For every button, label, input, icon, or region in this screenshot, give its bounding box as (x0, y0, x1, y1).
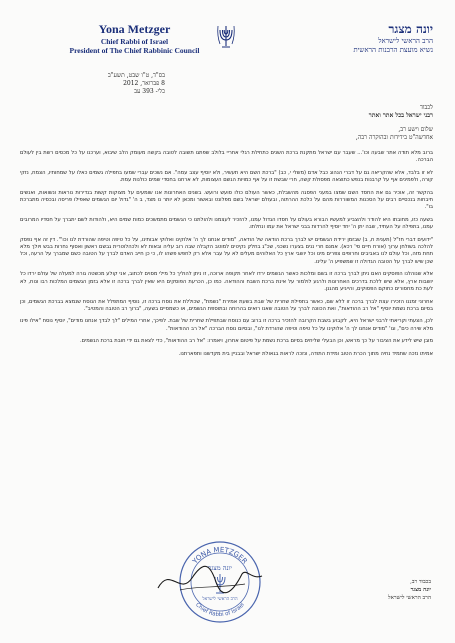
header-hebrew (258, 22, 433, 55)
body-paragraph: ברוב מלא תודה אתר שבעה וכו'... שעבר עם ישראל מתקנת ברכת השנים כתחילת רגלי אחריי בלולב שפתגו תשובה לטובה בקשה מעומק הלב שיבוא, וערכנו על כל מכסים רשת בין לעולם הברכה. (20, 150, 433, 164)
title-english-1: Chief Rabbi of Israel (100, 37, 169, 46)
body-paragraph: בשעה כזו, מחובתו היא להודר ולהצביע למעשיו הבורא בעולם על חסדו הגדול עמנו, להזכיר לעצמנו ולהולתנו כי הגשמים מתמשכים כמות שמים היא, ולהודות לשם יתברך על חסדיו המרובים עמנו, בתפילה על העתיד, שבה יתן ה' יחד יוסיף להרדות בבני ישראל את עמו ונחלתו. (20, 216, 433, 231)
body-paragraph: אחרוני זמננו הזכירו עצת לברך ברכה זו ללא שם, כאשר בתפילת שחרית של שבת בשעת אמירת "נשמת", שכוללת את נוסח ברכה זו, נוסיף המתפלל את הנוסח שנמצא בברכת הגשמים, וכן בסיום ברכת נשמת יוסיף "אל רב ההודאות", ואת הכוונה לברך על הטובה שאנו רואים בהרוחה ובתוספת הגשמים, או כשמסיים בשעה, "ברוך רב הטובה והמטיב". (20, 298, 433, 312)
title-english-2: President of The Chief Rabbinic Council (69, 46, 200, 55)
stamp-title-english: Chief Rabbi of Israel (194, 601, 246, 619)
body-paragraph: לא זו בלבד, אלא שהקריאה גם על דברי הנהוג כבל אדם (משלי י, כב) "ברכת השם היא תעשיר, ולא יוסיף עצב עמה". אם נשכים עברי שמעו בתפילה גשמים כאלו על שמחותיו, הצמח, נזקי קורה, ולפמינים אף על קרבנות בנפש כתוצאה מפסולת קשה, חרי שבשת זו על אף כמויות הגשם העצומות, לא ארחנו בחסדי שמים כולנות עמת. (20, 169, 433, 184)
stamp-ring-hebrew: הרב הראשי לישראל (202, 597, 238, 602)
body-paragraph: בהקשר זה, אוכיר גם את החסד השם שמצו במעני הפסגה מהשבלת, כאשר העולם כולו סועש ורועש. בשנים האחרונות אנו שומעים על מצוקות קשות בנדירות נוראות ונשואות, ואנשים חיבחות בנכסיים רבים על הסכנות המשוררות מהם על כלכת ההרתוה, ובעולם ישראל בשם מפלונט ובאשור ומכאן לא יותר נו מצד, ב ה' "גדול יום הגשמים שאפילו פריסה ובכסיה מתברכת בו". (20, 189, 433, 211)
stamp-name-hebrew: יונה מצגר (208, 564, 232, 572)
body-paragraph: "ידועים דברי חז"ל (תענית ח, ב) שבזמן ירידת הגשמים יש לברך ברכת הודאה של הודאה, "מודים אנחנו לך ה' אלוקינו ואלוקי אבותינו, על כל טיפה וטיפה שהורדת לנו וכו'". דין זה אף נפסק להלכה בשולחן ערוך (אורח חיים סי' רכא). אמנם חרי ננים בצערו נשכני, שכ"ג בחלק נקיטים למוטב הקבלה שבה רוב עליה ובאות לא ולכהלוטרית גבשם ראשון ואסוף נחרות בבש ויולך מלא תחת מזה, וכל עולם לנו באביבים וחרופים צפרים מינו וכל יושבי ארץ כל האלוהים מעלים לא על עבר אלא רק לחפש פשהו לו, כי כן חייב האדם לברך על הטובה כשם שמברך על הרעה, וכל שכן שיש לברך על הטובה הגדולה זו שמשפיע ה' עלינו. (20, 236, 433, 265)
recipient-line1: לכבוד (419, 104, 433, 111)
date-gregorian: 8 פברואר, 2012 (123, 80, 165, 87)
title-hebrew-1: הרב הראשי לישראל (378, 37, 433, 45)
closing: בכבוד רב, (410, 579, 431, 585)
signatory-title: הרב הראשי לישראל (388, 595, 431, 601)
name-hebrew: יונה מצגר (388, 22, 433, 36)
body-paragraph: מובן שיש לידע את הציבור על כך מראש, וכן הבעלי שליחים בסיום ברכת נשמת על פיטום אחרון, ויאמרו: "אל רב ההודאות", כדי לצאת גם ידי חובת ברכת הגשמים. (79, 338, 433, 345)
recipient-block (213, 104, 433, 142)
header-english (52, 22, 217, 55)
stamp-name-english: YONA METZGER (191, 545, 249, 566)
greeting-line1: שלום וישע רב, (398, 126, 433, 133)
body-paragraph: אמיתו נזכה שתמיד נחיה מתוך הכרת הטוב ומידת התודה, ונזכה לראות בגאולת ישראל ובבניין בית מקדשנו ותפארתנו. (178, 350, 433, 357)
handwritten-signature (150, 560, 270, 600)
recipient-line2: רבני ישראל בכל אתר ואתר (368, 112, 433, 119)
greeting-line2: אחדשה"ט בידידות ובהוקרה רבה, (355, 134, 433, 141)
signatory-name: יונה מצגר (410, 587, 431, 593)
letter-body (20, 150, 433, 363)
name-english: Yona Metzger (98, 22, 171, 36)
letter-meta (95, 72, 165, 96)
signature-block (341, 578, 431, 602)
body-paragraph: אלא שנוהלנו הפוסקים האם ניתן לברך ברכה זו בשם ומלכות כאשר הגשמים ירדו לאחר תקופה ארוכה, זו ניתן להוליך כל מילי מסוים לכתוב, אני קולע מכשטה גורה למעלה של עולם ירדו כל יושבות ארץ, אלא שיש ללכת בדרכים האחרונות ולרגע לולמור על אינת ברכת השבח וההודאה. כמו כן, הכרעת הפוסקים היא שאין לברך ברכה זו אלא בזמן הגשמים המלכות רבו ונוח, לא לעת כת מחסורים כחוקם הפסוקים, והייגיע מהגנן. (20, 271, 433, 293)
date-hebrew: בס"ד, ט"ו שבט, תשע"ב (107, 72, 165, 79)
menorah-emblem-icon (216, 22, 236, 50)
reference-number: כלי- 393 עב (134, 88, 165, 95)
body-paragraph: לכן, הצעתי וקריאתי לרבני ישראל היא, לקבוע בשבת הקרובה להזכיר ברכה זו ברוב עם כנוסח שבתפילת שחרית של שבת. לפיכך, אחרי המילים "לך לבדך אנחנו מודים", יוסיף נוסח "אילו פינו מלא שירה כים", וגו' "מודים אנחנו לך ה' אלוקינו על כל טיפה וטיפה שהורדת לנו", ובסיום נוסח הברכה "אל רב ההודאות". (20, 318, 433, 332)
title-hebrew-2: נשיא מועצת הרבנות הראשית (353, 46, 433, 54)
